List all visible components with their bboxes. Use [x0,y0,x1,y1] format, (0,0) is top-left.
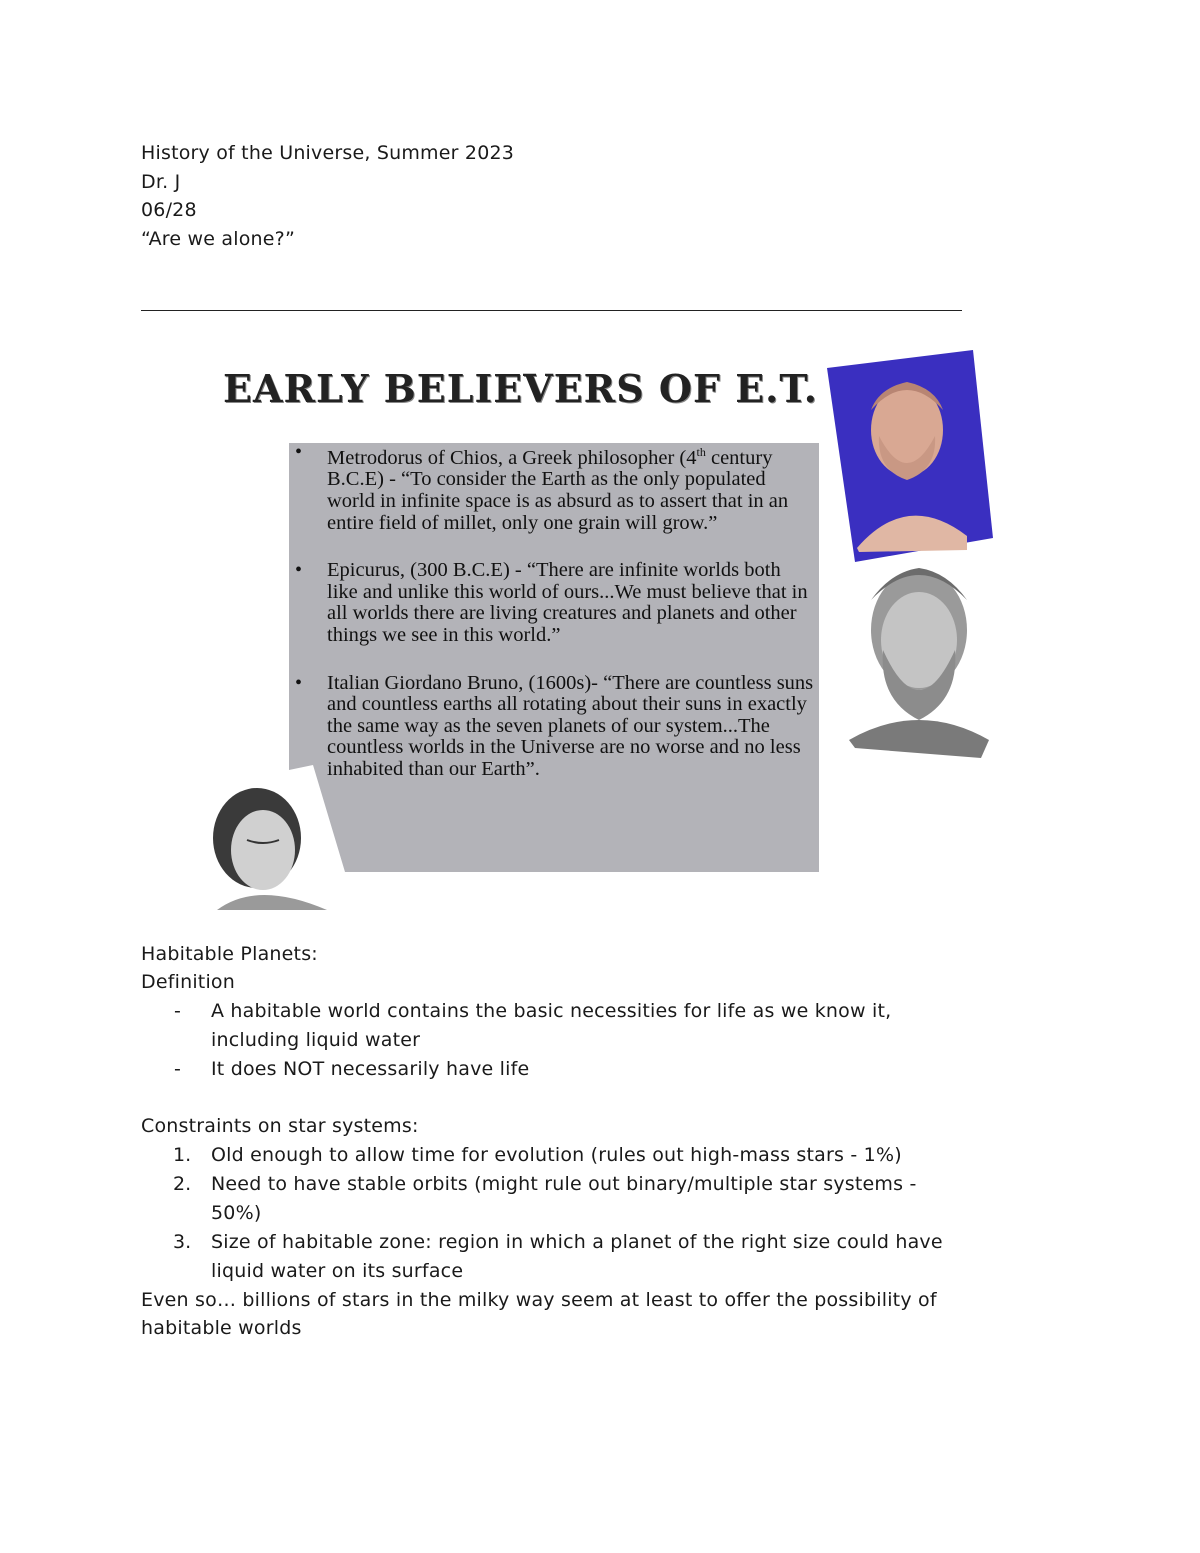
slide-title: EARLY BELIEVERS OF E.T. [223,366,819,411]
bullet-icon: • [295,559,303,582]
lecture-topic: “Are we alone?” [141,228,295,250]
habitable-heading: Habitable Planets: [141,943,318,965]
constraint-item-3: Size of habitable zone: region in which a planet of the right size could have [211,1231,943,1253]
dash-marker: - [174,1000,181,1022]
constraints-heading: Constraints on star systems: [141,1115,419,1137]
dash-marker: - [174,1058,181,1080]
epicurus-bust-image [849,568,989,758]
quote-epicurus: Epicurus, (300 B.C.E) - “There are infinite worlds both like and unlike this world of ours...We must believe that in all worlds there are living creatures and planets and other things we see in this world.” [327,559,808,646]
definition-item-2: It does NOT necessarily have life [211,1058,530,1080]
constraint-item-2: Need to have stable orbits (might rule out binary/multiple star systems - [211,1173,917,1195]
definition-item-1: A habitable world contains the basic necessities for life as we know it, [211,1000,892,1022]
definition-item-1-cont: including liquid water [211,1029,421,1051]
constraint-item-1: Old enough to allow time for evolution (rules out high-mass stars - 1%) [211,1144,902,1166]
quote-list [295,442,815,803]
list-number: 3. [173,1231,192,1253]
quote-metrodorus-sup: th [696,445,706,459]
conclusion-text-cont: habitable worlds [141,1317,302,1339]
list-number: 2. [173,1173,192,1195]
quote-item-bruno [295,673,815,781]
bruno-portrait-image [213,788,327,910]
horizontal-rule [141,310,962,311]
bullet-icon: • [295,671,303,694]
bullet-icon: • [295,441,303,463]
constraint-item-2-cont: 50%) [211,1202,262,1224]
quote-item-metrodorus [295,442,815,534]
quote-item-epicurus [295,560,815,646]
conclusion-text: Even so… billions of stars in the milky way seem at least to offer the possibility of [141,1289,937,1311]
metrodorus-bust-image [827,350,993,562]
list-number: 1. [173,1144,192,1166]
quote-metrodorus-start: Metrodorus of Chios, a Greek philosopher (4 [327,446,697,469]
lecture-date: 06/28 [141,199,197,221]
course-title: History of the Universe, Summer 2023 [141,142,515,164]
quote-metrodorus-rest: century B.C.E) - “To consider the Earth as the only populated world in infinite space is as absurd as to assert that in an entire field of millet, only one grain will grow.” [327,446,789,534]
quote-bruno: Italian Giordano Bruno, (1600s)- “There are countless suns and countless earths all rotating about their suns in exactly the same way as the seven planets of our system...The countless worlds in the Universe are no worse and no less inhabited than our Earth”. [327,671,814,780]
definition-label: Definition [141,971,236,993]
constraint-item-3-cont: liquid water on its surface [211,1260,464,1282]
slide-figure [207,340,995,910]
instructor-name: Dr. J [141,171,181,193]
